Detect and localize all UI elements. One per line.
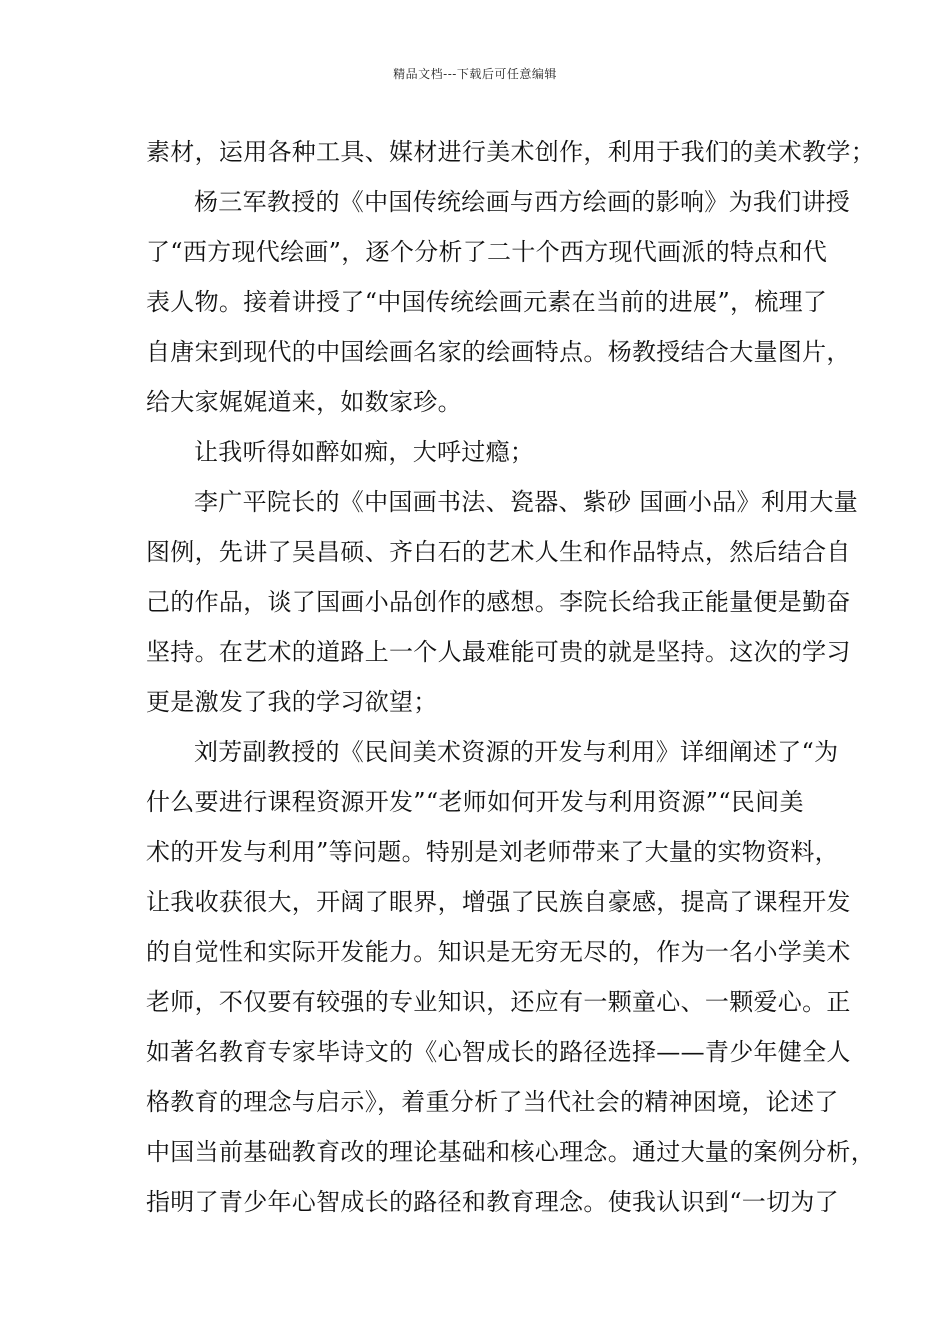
text-line: 格教育的理念与启示》，着重分析了当代社会的精神困境，论述了 <box>146 1088 839 1116</box>
text-line: 坚持。在艺术的道路上一个人最难能可贵的就是坚持。这次的学习 <box>146 638 851 666</box>
text-line: 让我收获很大，开阔了眼界，增强了民族自豪感，提高了课程开发 <box>146 888 851 916</box>
text-line: 的自觉性和实际开发能力。知识是无穷无尽的，作为一名小学美术 <box>146 938 851 966</box>
text-line: 如著名教育专家毕诗文的《心智成长的路径选择——青少年健全人 <box>146 1038 851 1066</box>
text-line-paragraph-start: 刘芳副教授的《民间美术资源的开发与利用》详细阐述了“为 <box>194 738 839 766</box>
text-line: 给大家娓娓道来，如数家珍。 <box>146 388 462 416</box>
text-line: 己的作品，谈了国画小品创作的感想。李院长给我正能量便是勤奋 <box>146 588 851 616</box>
text-line: 指明了青少年心智成长的路径和教育理念。使我认识到“一切为了 <box>146 1188 839 1216</box>
text-line: 更是激发了我的学习欲望； <box>146 688 438 716</box>
text-line: 了“西方现代绘画”，逐个分析了二十个西方现代画派的特点和代 <box>146 238 828 266</box>
text-line: 术的开发与利用”等问题。特别是刘老师带来了大量的实物资料， <box>146 838 839 866</box>
text-line-paragraph-start: 李广平院长的《中国画书法、瓷器、紫砂 国画小品》利用大量 <box>194 488 859 516</box>
text-line-paragraph-start: 让我听得如醉如痴，大呼过瘾； <box>194 438 535 466</box>
text-line: 表人物。接着讲授了“中国传统绘画元素在当前的进展”，梳理了 <box>146 288 828 316</box>
text-line: 老师，不仅要有较强的专业知识，还应有一颗童心、一颗爱心。正 <box>146 988 851 1016</box>
page-header: 精品文档---下载后可任意编辑 <box>393 67 557 81</box>
text-line: 图例，先讲了吴昌硕、齐白石的艺术人生和作品特点，然后结合自 <box>146 538 851 566</box>
text-line: 中国当前基础教育改的理论基础和核心理念。通过大量的案例分析， <box>146 1138 875 1166</box>
text-line: 自唐宋到现代的中国绘画名家的绘画特点。杨教授结合大量图片， <box>146 338 851 366</box>
text-line: 什么要进行课程资源开发”“老师如何开发与利用资源”“民间美 <box>146 788 804 816</box>
text-line: 素材，运用各种工具、媒材进行美术创作，利用于我们的美术教学； <box>146 138 875 166</box>
document-body <box>146 127 875 1227</box>
text-line-paragraph-start: 杨三军教授的《中国传统绘画与西方绘画的影响》为我们讲授 <box>194 188 851 216</box>
